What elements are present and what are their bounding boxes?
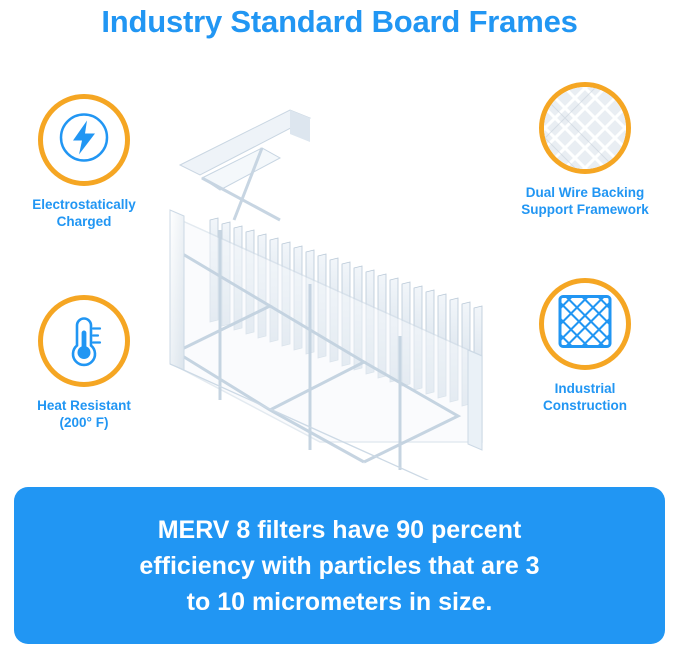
banner-line-3: to 10 micrometers in size. [186, 587, 493, 616]
banner-line-1: MERV 8 filters have 90 percent [157, 515, 522, 544]
feature-icon-ring [539, 82, 631, 174]
thermometer-icon [57, 311, 111, 372]
feature-label-line2: Support Framework [521, 202, 649, 217]
feature-label-line1: Dual Wire Backing [525, 185, 645, 200]
merv-rating-banner [14, 487, 665, 644]
feature-electrostatically-charged [4, 94, 164, 230]
feature-icon-ring [539, 278, 631, 370]
feature-label-line2: Charged [56, 214, 112, 229]
pleated-air-filter-photo [150, 70, 510, 480]
feature-label-line2: (200° F) [59, 415, 109, 430]
lightning-bolt-icon [57, 111, 111, 170]
feature-industrial-construction [505, 278, 665, 414]
grid-frame-icon [557, 294, 613, 355]
banner-text [113, 512, 565, 620]
banner-line-2: efficiency with particles that are 3 [139, 551, 540, 580]
feature-icon-ring [38, 94, 130, 186]
feature-dual-wire-backing [505, 82, 665, 218]
page-title: Industry Standard Board Frames [101, 4, 578, 39]
feature-label-line1: Electrostatically [32, 197, 136, 212]
feature-label [505, 184, 665, 218]
wire-mesh-icon [544, 87, 626, 169]
feature-label [4, 196, 164, 230]
feature-label [505, 380, 665, 414]
feature-icon-ring [38, 295, 130, 387]
feature-heat-resistant [4, 295, 164, 431]
feature-label-line1: Industrial [554, 381, 616, 396]
feature-label-line1: Heat Resistant [37, 398, 131, 413]
feature-label [4, 397, 164, 431]
feature-label-line2: Construction [543, 398, 627, 413]
